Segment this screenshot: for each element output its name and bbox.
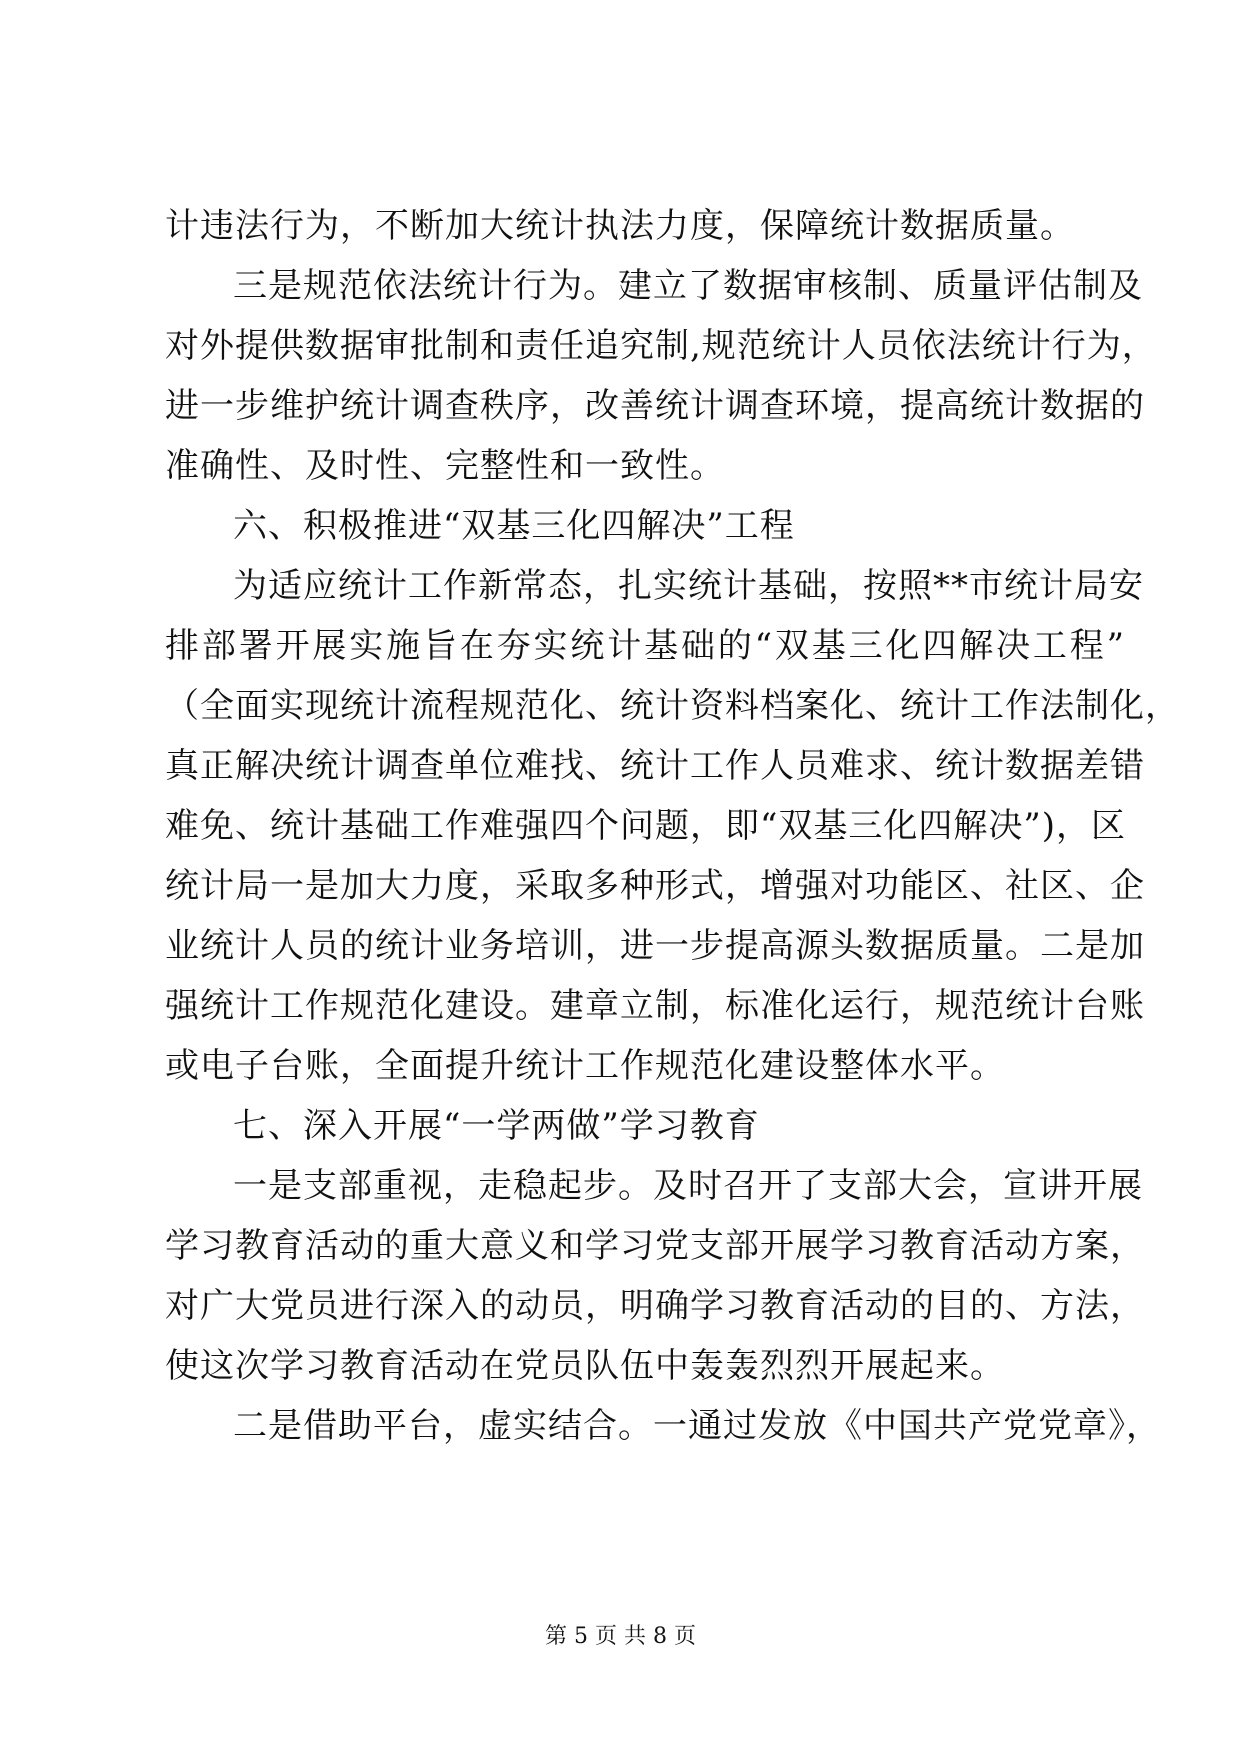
text-line: 一是支部重视，走稳起步。及时召开了支部大会，宣讲开展 xyxy=(233,1166,1143,1206)
text-line: 进一步维护统计调查秩序，改善统计调查环境，提高统计数据的 xyxy=(165,386,1145,426)
text-line: （全面实现统计流程规范化、统计资料档案化、统计工作法制化， xyxy=(165,686,1180,726)
text-line: 排部署开展实施旨在夯实统计基础的“双基三化四解决工程” xyxy=(165,626,1125,666)
text-line: 统计局一是加大力度，采取多种形式，增强对功能区、社区、企 xyxy=(165,866,1145,906)
text-line: 使这次学习教育活动在党员队伍中轰轰烈烈开展起来。 xyxy=(165,1346,1005,1386)
text-line: 难免、统计基础工作难强四个问题，即“双基三化四解决”)，区 xyxy=(165,806,1127,846)
text-line: 对外提供数据审批制和责任追究制,规范统计人员依法统计行为， xyxy=(165,326,1157,366)
text-line: 业统计人员的统计业务培训，进一步提高源头数据质量。二是加 xyxy=(165,926,1145,966)
text-line: 或电子台账，全面提升统计工作规范化建设整体水平。 xyxy=(165,1046,1005,1086)
document-body xyxy=(165,196,1180,1456)
page-footer: 第 5 页 共 8 页 xyxy=(545,1624,696,1649)
text-line: 真正解决统计调查单位难找、统计工作人员难求、统计数据差错 xyxy=(165,746,1145,786)
text-line: 计违法行为，不断加大统计执法力度，保障统计数据质量。 xyxy=(165,206,1075,246)
text-line: 学习教育活动的重大意义和学习党支部开展学习教育活动方案， xyxy=(165,1226,1145,1266)
text-line: 为适应统计工作新常态，扎实统计基础，按照**市统计局安 xyxy=(233,566,1144,606)
text-line: 六、积极推进“双基三化四解决”工程 xyxy=(233,506,795,546)
text-line: 三是规范依法统计行为。建立了数据审核制、质量评估制及 xyxy=(233,266,1143,306)
text-line: 准确性、及时性、完整性和一致性。 xyxy=(165,446,725,486)
text-line: 七、深入开展“一学两做”学习教育 xyxy=(233,1106,760,1146)
text-line: 对广大党员进行深入的动员，明确学习教育活动的目的、方法， xyxy=(165,1286,1145,1326)
text-line: 二是借助平台，虚实结合。一通过发放《中国共产党党章》， xyxy=(233,1406,1161,1446)
text-line: 强统计工作规范化建设。建章立制，标准化运行，规范统计台账 xyxy=(165,986,1145,1026)
